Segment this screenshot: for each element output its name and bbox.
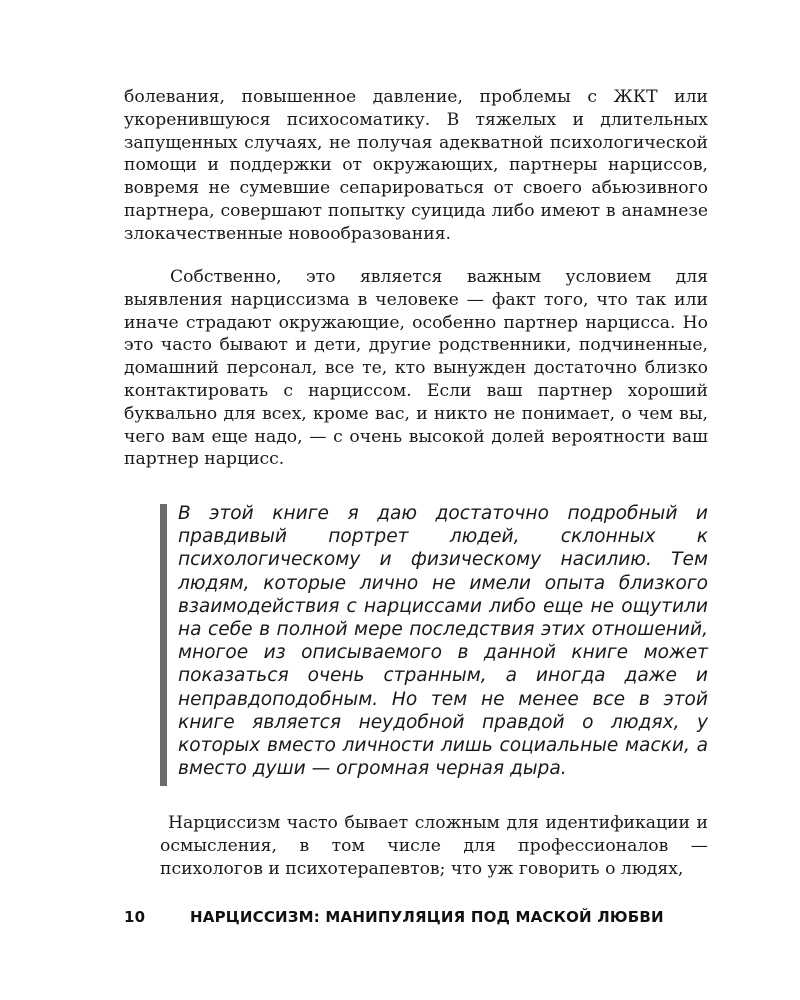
pull-quote [160, 502, 708, 792]
quote-text: В этой книге я даю достаточно подробный и правдивый портрет людей, склонных к психологическому и физическому насилию. Тем людям, которые лично не имели опыта близкого взаимодействия с нарциссами либо еще не ощутили на себе в полной мере последствия этих отношений, многое из описываемого в данной книге может показаться очень странным, а иногда даже и неправдоподобным. Но тем не менее все в этой книге является неудобной правдой о людях, у которых вместо личности лишь социальные маски, а вместо души — огромная черная дыра. [178, 503, 708, 780]
page-footer [124, 908, 708, 934]
paragraph: Нарциссизм часто бывает сложным для идентификации и осмысления, в том числе для профессионалов — психологов и психотерапевтов; что уж говорить о людях, [160, 813, 708, 879]
paragraph: Собственно, это является важным условием для выявления нарциссизма в человеке — факт того, что так или иначе страдают окружающие, особенно партнер нарцисса. Но это часто бывают и дети, другие родственники, подчиненные, домашний персонал, все те, кто вынужден достаточно близко контактировать с нарциссом. Если ваш партнер хороший буквально для всех, кроме вас, и никто не понимает, о чем вы, чего вам еще надо, — с очень высокой долей вероятности ваш партнер нарцисс. [124, 267, 708, 470]
running-title: НАРЦИССИЗМ: МАНИПУЛЯЦИЯ ПОД МАСКОЙ ЛЮБВИ [190, 908, 664, 926]
page-number: 10 [124, 908, 146, 926]
quote-bar [160, 504, 167, 786]
paragraph-continued: болевания, повышенное давление, проблемы с ЖКТ или укоренившуюся психосоматику. В тяжелых и длительных запущенных случаях, не получая адекватной психологической помощи и поддержки от окружающих, партнеры нарциссов, вовремя не сумевшие сепарироваться от своего абьюзивного партнера, совершают попытку суицида либо имеют в анамнезе злокачественные новообразования. [124, 87, 708, 244]
